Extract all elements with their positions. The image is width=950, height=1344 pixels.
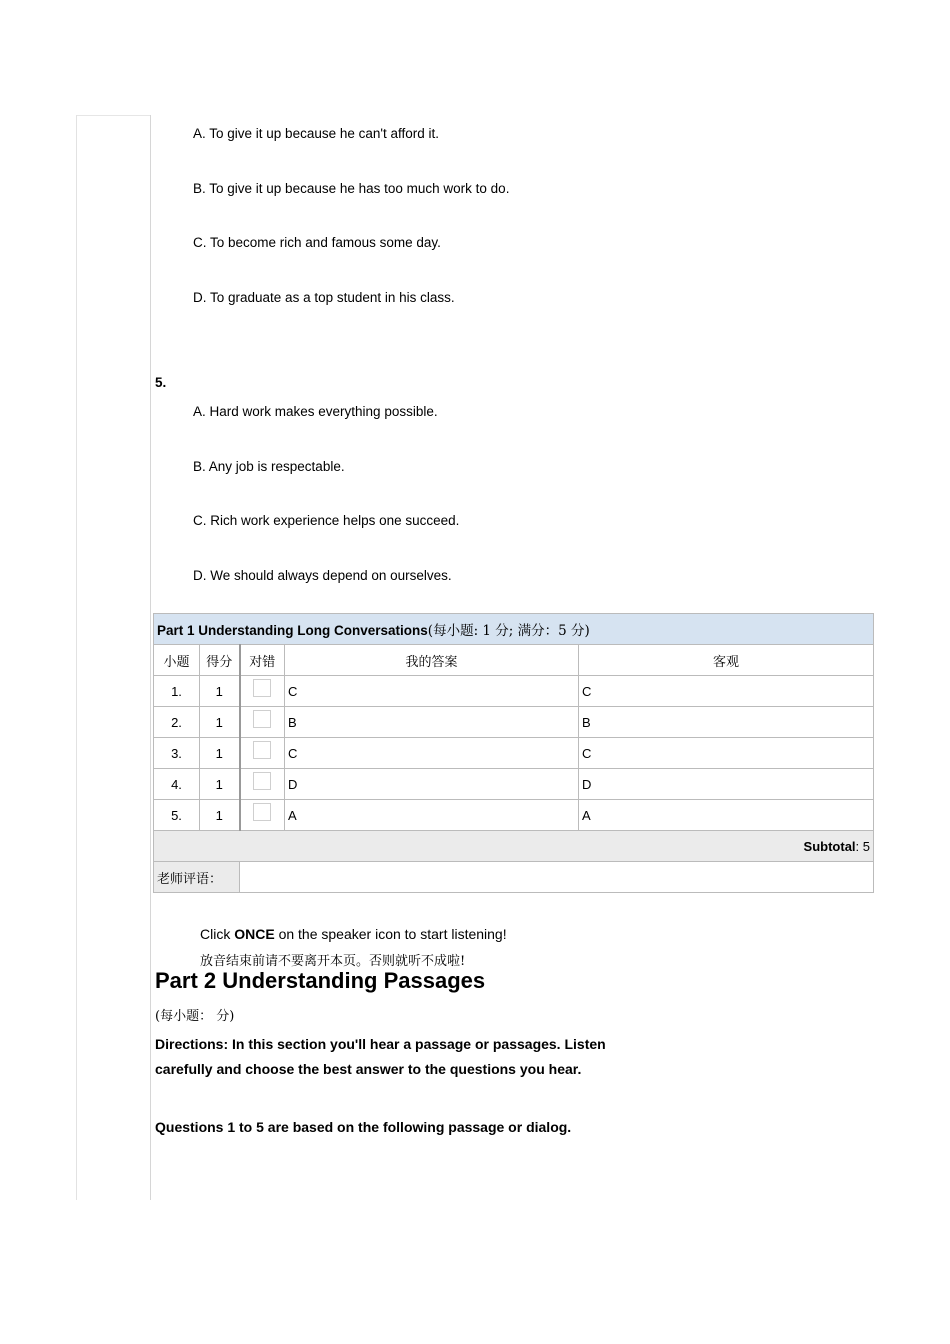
listen-pre: Click [200, 926, 235, 942]
q4-option-c[interactable]: C. To become rich and famous some day. [193, 235, 441, 250]
teacher-comment-label: 老师评语： [154, 862, 240, 893]
table-row [154, 707, 874, 738]
score-table-header [154, 614, 874, 645]
part2-directions: Directions: In this section you'll hear a passage or passages. Listen carefully and choose the best answer to the questions you hear. [155, 1036, 606, 1077]
q5-option-a[interactable]: A. Hard work makes everything possible. [193, 404, 438, 419]
row-correct-cell [240, 676, 285, 707]
score-table-note: (每小题: 1 分; 满分：5 分) [427, 623, 590, 639]
row-correct-cell [240, 738, 285, 769]
listen-once: ONCE [234, 926, 275, 942]
row-my-answer: C [285, 738, 579, 769]
frame-inner-border [150, 115, 151, 1200]
row-key-answer: D [579, 769, 874, 800]
col-header-key: 客观 [579, 645, 874, 676]
q4-option-d[interactable]: D. To graduate as a top student in his class. [193, 290, 455, 305]
row-key-answer: C [579, 738, 874, 769]
table-row [154, 769, 874, 800]
table-row [154, 738, 874, 769]
row-score: 1 [200, 769, 240, 800]
row-number: 3. [154, 738, 200, 769]
correct-checkbox[interactable] [253, 803, 271, 821]
subtotal-row [154, 831, 874, 862]
col-header-score: 得分 [200, 645, 240, 676]
row-key-answer: B [579, 707, 874, 738]
col-header-correct: 对错 [240, 645, 285, 676]
row-key-answer: C [579, 676, 874, 707]
row-key-answer: A [579, 800, 874, 831]
row-my-answer: B [285, 707, 579, 738]
row-my-answer: D [285, 769, 579, 800]
row-my-answer: A [285, 800, 579, 831]
part2-title: Part 2 Understanding Passages [155, 968, 486, 993]
table-row [154, 800, 874, 831]
q5-option-d[interactable]: D. We should always depend on ourselves. [193, 568, 452, 583]
listen-note: 放音结束前请不要离开本页。否则就听不成啦! [200, 954, 466, 969]
part2-points: (每小题： 分) [155, 1009, 235, 1024]
q5-option-c[interactable]: C. Rich work experience helps one succeed. [193, 513, 460, 528]
row-score: 1 [200, 707, 240, 738]
row-my-answer: C [285, 676, 579, 707]
row-correct-cell [240, 769, 285, 800]
row-correct-cell [240, 707, 285, 738]
row-score: 1 [200, 676, 240, 707]
subtotal-value: : 5 [855, 838, 871, 854]
listen-instruction [200, 926, 507, 942]
row-number: 5. [154, 800, 200, 831]
listen-post: on the speaker icon to start listening! [274, 926, 507, 942]
part2-questions-line: Questions 1 to 5 are based on the following passage or dialog. [155, 1119, 572, 1135]
correct-checkbox[interactable] [253, 772, 271, 790]
row-number: 4. [154, 769, 200, 800]
frame-left-border [76, 115, 77, 1200]
subtotal-label: Subtotal [803, 838, 856, 854]
col-header-my-answer: 我的答案 [285, 645, 579, 676]
teacher-comment-field[interactable] [240, 862, 874, 893]
row-score: 1 [200, 800, 240, 831]
row-correct-cell [240, 800, 285, 831]
row-score: 1 [200, 738, 240, 769]
q4-option-b[interactable]: B. To give it up because he has too much work to do. [193, 181, 510, 196]
table-row [154, 676, 874, 707]
score-table-title: Part 1 Understanding Long Conversations [157, 623, 428, 638]
row-number: 2. [154, 707, 200, 738]
row-number: 1. [154, 676, 200, 707]
question-5-number: 5. [155, 375, 167, 390]
correct-checkbox[interactable] [253, 679, 271, 697]
frame-top-border [76, 115, 151, 116]
correct-checkbox[interactable] [253, 710, 271, 728]
q5-option-b[interactable]: B. Any job is respectable. [193, 459, 345, 474]
q4-option-a[interactable]: A. To give it up because he can't afford it. [193, 126, 439, 141]
correct-checkbox[interactable] [253, 741, 271, 759]
part1-score-table [153, 613, 874, 893]
col-header-item: 小题 [154, 645, 200, 676]
